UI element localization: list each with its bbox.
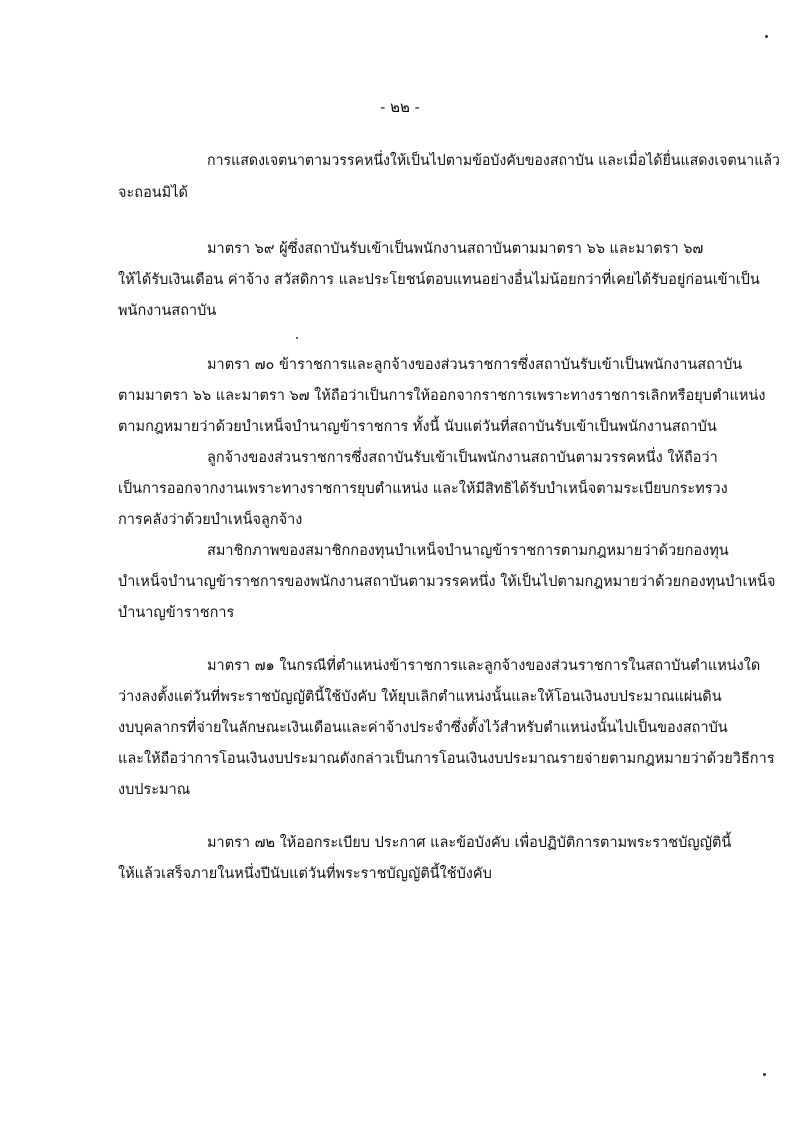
paragraph-line: ลูกจ้างของส่วนราชการซึ่งสถาบันรับเข้าเป็นพนักงานสถาบันตามวรรคหนึ่ง ให้ถือว่า: [207, 450, 718, 466]
paragraph-line: งบบุคลากรที่จ่ายในลักษณะเงินเดือนและค่าจ้างประจำซึ่งตั้งไว้สำหรับตำแหน่งนั้นไปเป็นของสถาบัน: [118, 720, 728, 736]
paragraph-line: บำเหน็จบำนาญข้าราชการของพนักงานสถาบันตามวรรคหนึ่ง ให้เป็นไปตามกฎหมายว่าด้วยกองทุนบำเหน็จ: [118, 574, 776, 590]
section-heading-line: มาตรา ๖๙ ผู้ซึ่งสถาบันรับเข้าเป็นพนักงานสถาบันตามมาตรา ๖๖ และมาตรา ๖๗: [207, 241, 704, 257]
paragraph-line: และให้ถือว่าการโอนเงินงบประมาณดังกล่าวเป็นการโอนเงินงบประมาณรายจ่ายตามกฎหมายว่าด้วยวิธีการ: [118, 751, 775, 767]
paragraph-line: ตามกฎหมายว่าด้วยบำเหน็จบำนาญข้าราชการ ทั้งนี้ นับแต่วันที่สถาบันรับเข้าเป็นพนักงานสถาบัน: [118, 419, 717, 435]
paragraph-line: สมาชิกภาพของสมาชิกกองทุนบำเหน็จบำนาญข้าราชการตามกฎหมายว่าด้วยกองทุน: [207, 543, 729, 559]
paragraph-line: ให้ได้รับเงินเดือน ค่าจ้าง สวัสดิการ และประโยชน์ตอบแทนอย่างอื่นไม่น้อยกว่าที่เคยได้รับอยู่ก่อนเข้าเป็น: [118, 272, 760, 288]
paragraph-line: จะถอนมิได้: [118, 185, 188, 201]
paragraph-line: เป็นการออกจากงานเพราะทางราชการยุบตำแหน่ง และให้มีสิทธิได้รับบำเหน็จตามระเบียบกระทรวง: [118, 481, 728, 497]
paragraph-line: บำนาญข้าราชการ: [118, 605, 235, 621]
section-heading-line: มาตรา ๗๑ ในกรณีที่ตำแหน่งข้าราชการและลูกจ้างของส่วนราชการในสถาบันตำแหน่งใด: [207, 658, 761, 674]
scan-speck: [763, 1073, 766, 1076]
paragraph-line: ว่างลงตั้งแต่วันที่พระราชบัญญัตินี้ใช้บังคับ ให้ยุบเลิกตำแหน่งนั้นและให้โอนเงินงบประมาณแผ่นดิน: [118, 689, 722, 705]
paragraph-line: พนักงานสถาบัน: [118, 303, 217, 319]
paragraph-line: การคลังว่าด้วยบำเหน็จลูกจ้าง: [118, 512, 303, 528]
section-heading-line: มาตรา ๗๐ ข้าราชการและลูกจ้างของส่วนราชการซึ่งสถาบันรับเข้าเป็นพนักงานสถาบัน: [207, 357, 743, 373]
scan-speck: [765, 35, 768, 38]
scan-speck: [296, 337, 298, 339]
paragraph-line: งบประมาณ: [118, 782, 191, 798]
paragraph-line: ตามมาตรา ๖๖ และมาตรา ๖๗ ให้ถือว่าเป็นการให้ออกจากราชการเพราะทางราชการเลิกหรือยุบตำแหน่ง: [118, 388, 766, 404]
section-heading-line: มาตรา ๗๒ ให้ออกระเบียบ ประกาศ และข้อบังคับ เพื่อปฏิบัติการตามพระราชบัญญัตินี้: [207, 835, 732, 851]
page-number: - ๒๒ -: [380, 98, 420, 116]
paragraph-line: การแสดงเจตนาตามวรรคหนึ่งให้เป็นไปตามข้อบังคับของสถาบัน และเมื่อได้ยื่นแสดงเจตนาแล้ว: [207, 153, 781, 169]
paragraph-line: ให้แล้วเสร็จภายในหนึ่งปีนับแต่วันที่พระราชบัญญัตินี้ใช้บังคับ: [118, 866, 492, 882]
